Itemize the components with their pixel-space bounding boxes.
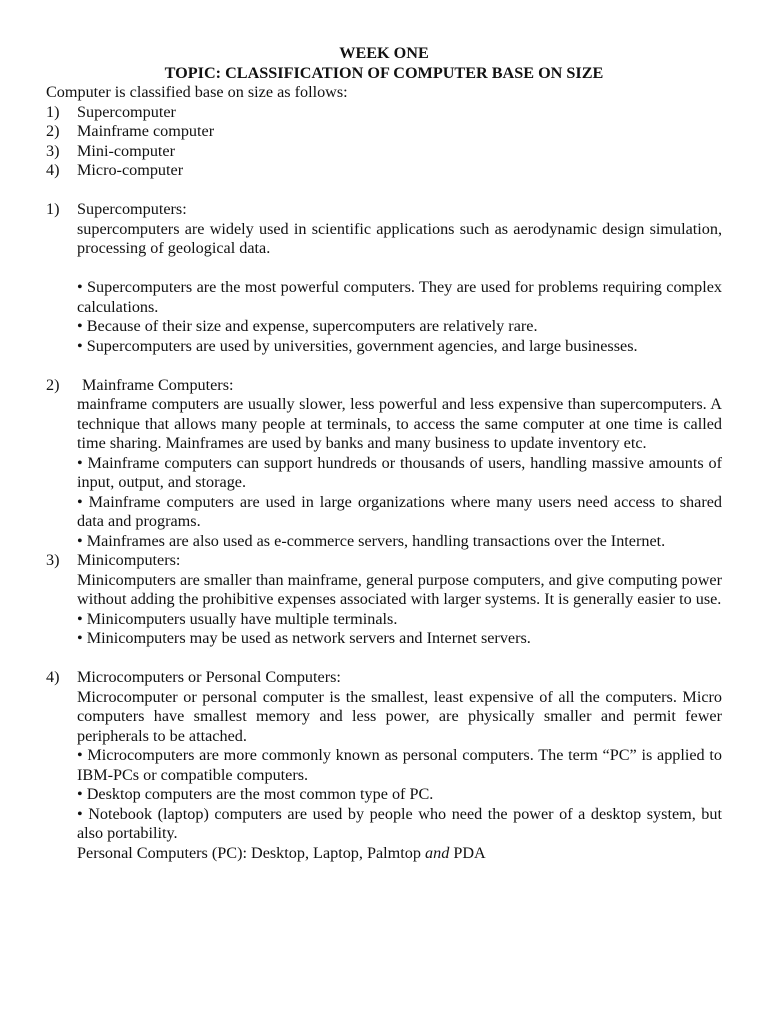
section-number: 1) [46, 200, 60, 218]
section-number: 4) [46, 668, 60, 686]
section-heading: Mainframe Computers: [82, 375, 234, 394]
list-item [46, 122, 722, 142]
list-item [46, 103, 722, 123]
bullet-item: • Notebook (laptop) computers are used by people who need the power of a desktop system, but also portability. [77, 804, 722, 842]
bullet-item: • Minicomputers usually have multiple terminals. [77, 609, 398, 628]
pc-types-text: Personal Computers (PC): Desktop, Laptop, Palmtop [77, 843, 426, 862]
list-label: Supercomputer [77, 102, 176, 121]
list-item [46, 161, 722, 181]
bullet-item: • Microcomputers are more commonly known as personal computers. The term “PC” is applied to IBM-PCs or compatible computers. [77, 746, 722, 784]
section-heading: Minicomputers: [77, 551, 181, 569]
spacer [46, 181, 722, 201]
bullet-item: • Desktop computers are the most common type of PC. [77, 785, 434, 803]
list-label: Mini-computer [77, 141, 176, 160]
section-heading: Microcomputers or Personal Computers: [77, 668, 341, 686]
section-paragraph: Minicomputers are smaller than mainframe, general purpose computers, and give computing power without adding the prohibitive expenses associated with larger systems. It is generally easier to use. [77, 570, 722, 608]
section-paragraph: mainframe computers are usually slower, less powerful and less expensive than supercomputers. A technique that allows many people at terminals, to access the same computer at one time is called time sharing. Mainframes are used by banks and many business to update inventory etc. [77, 395, 722, 452]
list-number: 2) [46, 122, 60, 140]
bullet-item: • Because of their size and expense, supercomputers are relatively rare. [77, 317, 538, 335]
list-label: Micro-computer [77, 161, 184, 179]
bullet-item: • Supercomputers are used by universities, government agencies, and large businesses. [77, 336, 638, 355]
bullet-item: • Mainframes are also used as e-commerce servers, handling transactions over the Internet. [77, 531, 666, 550]
pc-types-and: and [425, 843, 450, 862]
section-paragraph: Microcomputer or personal computer is the smallest, least expensive of all the computers. Micro computers have smallest memory and less power, are physically smaller and permit fewer peripherals to be attached. [77, 687, 722, 745]
classification-list [46, 103, 722, 181]
section-supercomputers [46, 200, 722, 356]
topic-title: TOPIC: CLASSIFICATION OF COMPUTER BASE ON SIZE [164, 63, 604, 82]
section-microcomputers [46, 668, 722, 863]
section-number: 3) [46, 551, 60, 569]
section-heading: Supercomputers: [77, 200, 187, 218]
bullet-item: • Minicomputers may be used as network servers and Internet servers. [77, 629, 531, 647]
spacer [46, 649, 722, 669]
bullet-item: • Supercomputers are the most powerful computers. They are used for problems requiring complex calculations. [77, 278, 722, 316]
section-number: 2) [46, 375, 60, 394]
pc-types-tail: PDA [449, 843, 486, 862]
list-number: 3) [46, 141, 60, 160]
section-minicomputers [46, 551, 722, 649]
section-paragraph: supercomputers are widely used in scientific applications such as aerodynamic design simulation, processing of geological data. [77, 219, 722, 257]
list-label: Mainframe computer [77, 122, 215, 140]
list-item [46, 142, 722, 162]
pc-types-line [77, 844, 722, 864]
spacer [46, 356, 722, 376]
bullet-item: • Mainframe computers are used in large organizations where many users need access to shared data and programs. [77, 492, 722, 530]
bullet-item: • Mainframe computers can support hundreds or thousands of users, handling massive amounts of input, output, and storage. [77, 453, 722, 491]
week-title: WEEK ONE [339, 44, 429, 62]
list-number: 1) [46, 102, 60, 121]
list-number: 4) [46, 161, 60, 179]
intro-text: Computer is classified base on size as follows: [46, 83, 348, 101]
document-content [46, 44, 722, 863]
section-mainframe [46, 376, 722, 552]
